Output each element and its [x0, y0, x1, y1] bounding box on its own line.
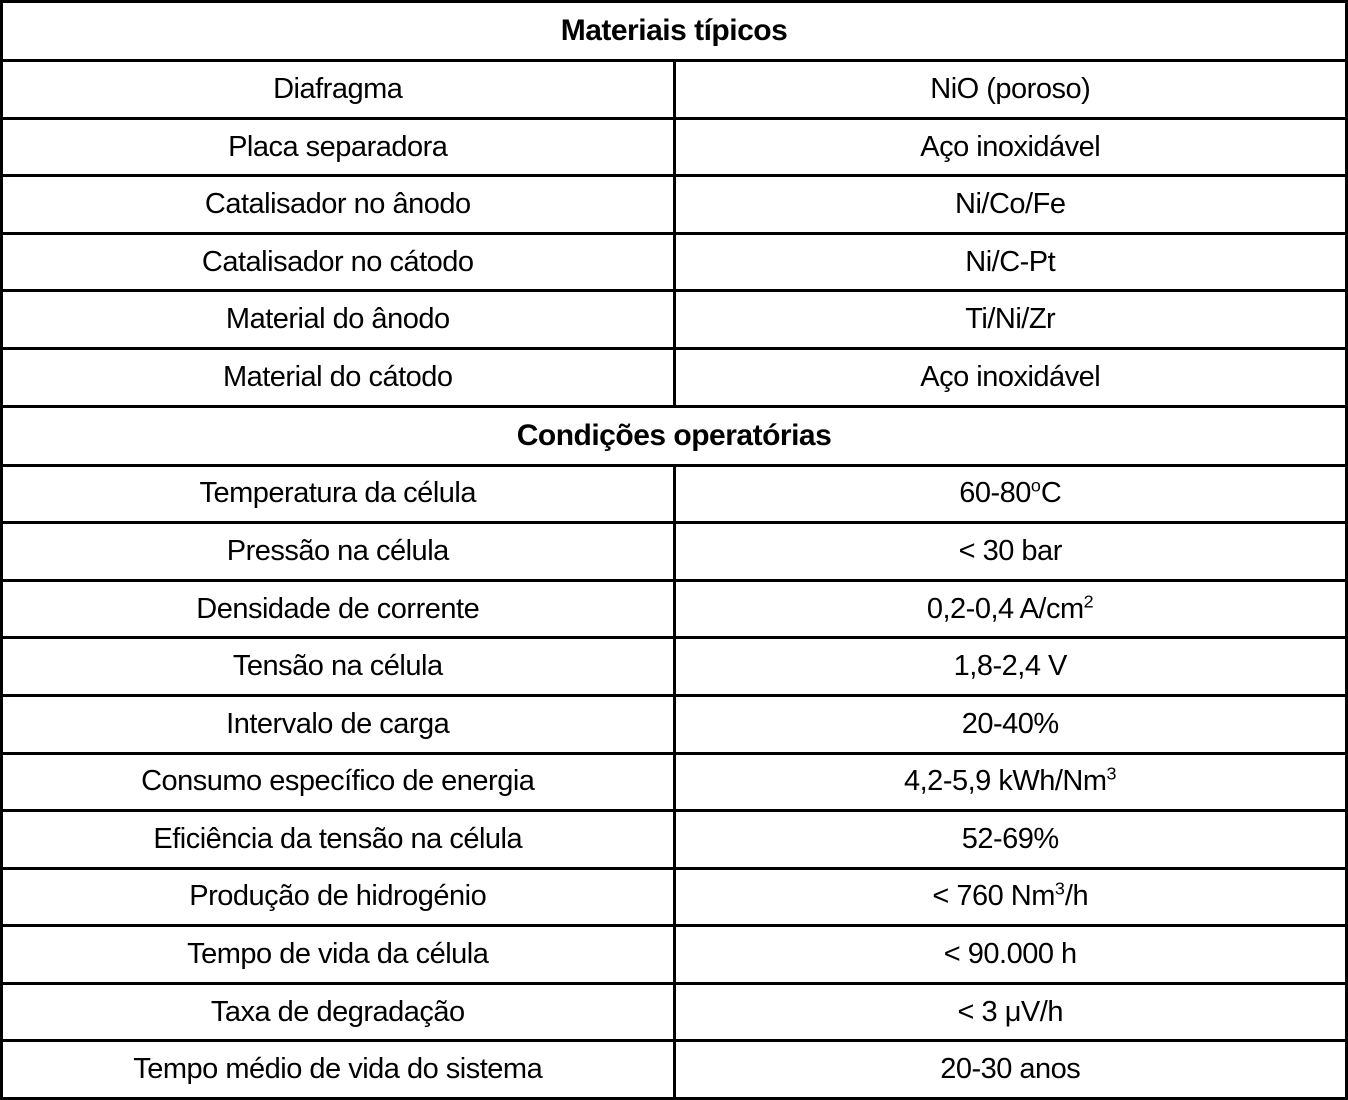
row-label-cell: Taxa de degradação	[2, 983, 675, 1041]
value-text: < 90.000 h	[943, 937, 1077, 970]
row-label-cell: Eficiência da tensão na célula	[2, 811, 675, 869]
table-row	[2, 983, 1347, 1041]
row-label-cell: Placa separadora	[2, 118, 675, 176]
row-value-cell	[674, 695, 1347, 753]
section-header: Materiais típicos	[2, 2, 1347, 61]
section-header-row	[2, 406, 1347, 465]
row-label-cell: Tensão na célula	[2, 638, 675, 696]
table-row	[2, 638, 1347, 696]
row-value-cell	[674, 118, 1347, 176]
table-row	[2, 291, 1347, 349]
value-text: < 30 bar	[958, 535, 1062, 568]
row-label-cell: Produção de hidrogénio	[2, 868, 675, 926]
value-text: 20-30 anos	[940, 1053, 1081, 1086]
row-value-cell	[674, 61, 1347, 119]
value-text: Ti/Ni/Zr	[965, 303, 1056, 336]
value-text: 60-80	[959, 477, 1031, 510]
row-label-cell: Temperatura da célula	[2, 465, 675, 523]
row-value-cell	[674, 753, 1347, 811]
value-superscript: 3	[1106, 763, 1117, 784]
value-superscript: o	[1030, 475, 1041, 496]
row-label-cell: Consumo específico de energia	[2, 753, 675, 811]
row-value-cell	[674, 233, 1347, 291]
row-value-cell	[674, 465, 1347, 523]
row-value-cell	[674, 926, 1347, 984]
row-label-cell: Intervalo de carga	[2, 695, 675, 753]
value-text: Aço inoxidável	[920, 130, 1101, 163]
row-value-cell	[674, 638, 1347, 696]
table-row	[2, 61, 1347, 119]
table-row	[2, 523, 1347, 581]
row-value-cell	[674, 291, 1347, 349]
value-text: < 760 Nm	[932, 880, 1055, 913]
row-label-cell: Tempo médio de vida do sistema	[2, 1041, 675, 1099]
table-row	[2, 753, 1347, 811]
value-text: Aço inoxidável	[920, 360, 1101, 393]
value-text: < 3 μV/h	[957, 995, 1063, 1028]
spec-table-body	[2, 2, 1347, 1099]
value-text: Ni/Co/Fe	[955, 188, 1066, 221]
row-label-cell: Densidade de corrente	[2, 580, 675, 638]
row-label-cell: Pressão na célula	[2, 523, 675, 581]
row-label-cell: Tempo de vida da célula	[2, 926, 675, 984]
value-text: /h	[1064, 880, 1089, 913]
row-label-cell: Material do cátodo	[2, 348, 675, 406]
value-text: 4,2-5,9 kWh/Nm	[904, 765, 1107, 798]
table-row	[2, 465, 1347, 523]
value-text: 20-40%	[961, 707, 1059, 740]
row-value-cell	[674, 523, 1347, 581]
row-value-cell	[674, 176, 1347, 234]
table-row	[2, 348, 1347, 406]
value-text: C	[1040, 477, 1062, 510]
row-label-cell: Diafragma	[2, 61, 675, 119]
table-row	[2, 868, 1347, 926]
table-row	[2, 176, 1347, 234]
value-text: NiO (poroso)	[930, 72, 1091, 105]
row-value-cell	[674, 811, 1347, 869]
row-label-cell: Catalisador no cátodo	[2, 233, 675, 291]
value-superscript: 3	[1054, 878, 1065, 899]
value-text: 52-69%	[961, 822, 1059, 855]
table-row	[2, 1041, 1347, 1099]
row-label-cell: Catalisador no ânodo	[2, 176, 675, 234]
value-text: Ni/C-Pt	[965, 245, 1056, 278]
section-header: Condições operatórias	[2, 406, 1347, 465]
row-value-cell	[674, 580, 1347, 638]
section-header-row	[2, 2, 1347, 61]
row-value-cell	[674, 983, 1347, 1041]
value-text: 0,2-0,4 A/cm	[926, 592, 1084, 625]
row-value-cell	[674, 348, 1347, 406]
row-value-cell	[674, 1041, 1347, 1099]
table-row	[2, 811, 1347, 869]
table-row	[2, 233, 1347, 291]
table-row	[2, 118, 1347, 176]
value-superscript: 2	[1083, 590, 1094, 611]
row-label-cell: Material do ânodo	[2, 291, 675, 349]
value-text: 1,8-2,4 V	[953, 650, 1067, 683]
row-value-cell	[674, 868, 1347, 926]
table-row	[2, 580, 1347, 638]
table-row	[2, 695, 1347, 753]
table-row	[2, 926, 1347, 984]
